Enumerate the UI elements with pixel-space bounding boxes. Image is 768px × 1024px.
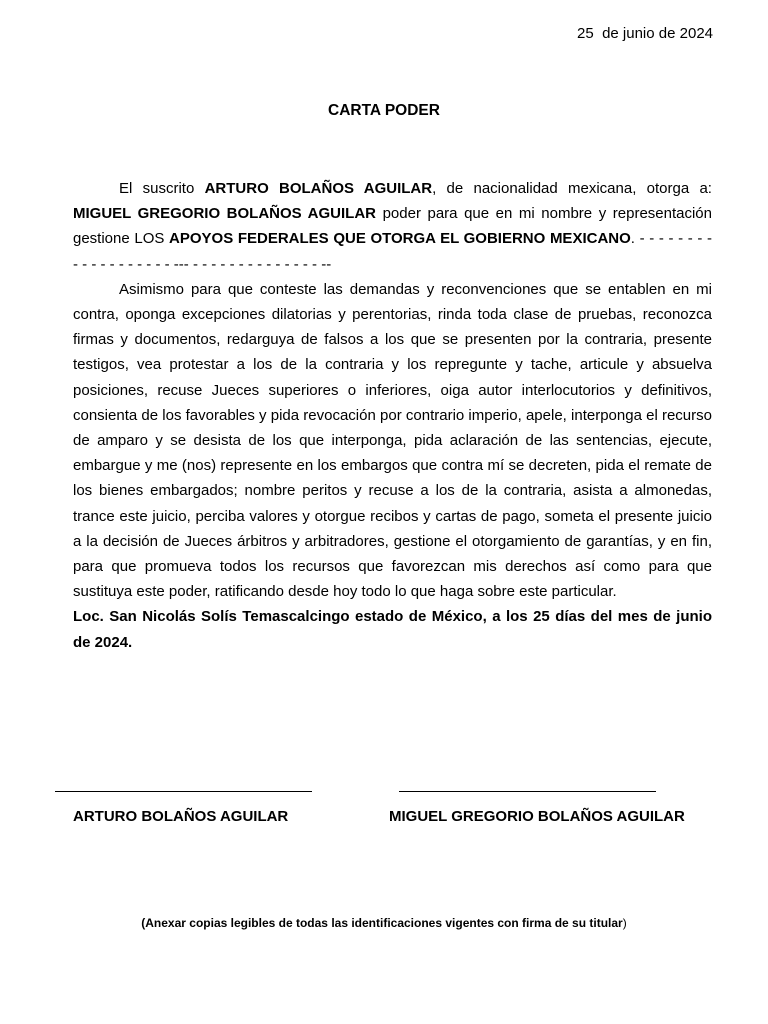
location-date-line: Loc. San Nicolás Solís Temascalcingo estado de México, a los 25 días del mes de junio de 2024. xyxy=(73,608,712,651)
grantee-name: MIGUEL GREGORIO BOLAÑOS AGUILAR xyxy=(73,205,377,223)
footnote-close-paren: ) xyxy=(622,916,627,930)
grant-text-4: . - - - - - - - - - - - - - - - - - - - --- - - - - - - - - - - - - - - -- xyxy=(73,230,713,273)
grantor-name: ARTURO BOLAÑOS AGUILAR xyxy=(204,180,433,197)
grant-paragraph xyxy=(73,176,712,277)
grant-text-2: , de nacionalidad mexicana, otorga a: xyxy=(432,180,712,197)
footnote-text: Anexar copias legibles de todas las identificaciones vigentes con firma de su titular xyxy=(145,916,623,930)
document-title: CARTA PODER xyxy=(328,102,440,119)
footnote xyxy=(0,916,768,930)
signature-line-right xyxy=(399,791,656,792)
footnote-open-paren: ( xyxy=(141,916,146,930)
document-date: 25 de junio de 2024 xyxy=(577,25,713,42)
signature-name-left: ARTURO BOLAÑOS AGUILAR xyxy=(73,808,289,825)
signature-line-left xyxy=(55,791,312,792)
grant-subject: APOYOS FEDERALES QUE OTORGA EL GOBIERNO MEXICANO xyxy=(169,230,631,248)
signature-name-right: MIGUEL GREGORIO BOLAÑOS AGUILAR xyxy=(389,808,685,825)
grant-text-3: poder para que en mi nombre y representación gestione LOS xyxy=(73,205,712,248)
grant-text-1: El suscrito xyxy=(119,180,205,197)
powers-paragraph: Asimismo para que conteste las demandas y reconvenciones que se entablen en mi contra, oponga excepciones dilatorias y perentorias, rinda toda clase de pruebas, reconozca firmas y documentos, redarguya de falsos a los que se presenten por la contraria, presente testigos, vea protestar a los de la contraria y los repregunte y tache, articule y absuelva posiciones, recuse Jueces superiores o inferiores, oiga autor interlocutorios y definitivos, consienta de los favorables y pida revocación por contrario imperio, apele, interponga el recurso de amparo y se desista de los que interponga, pida aclaración de las sentencias, ejecute, embargue y me (nos) represente en los embargos que contra mí se decreten, pida el remate de los bienes embargados; nombre peritos y recuse a los de la contraria, asista a almonedas, trance este juicio, perciba valores y otorgue recibos y cartas de pago, someta el presente juicio a la decisión de Jueces árbitros y arbitradores, gestione el otorgamiento de garantías, y en fin, para que promueva todos los recursos que favorezcan mis derechos así como para que sustituya este poder, ratificando desde hoy todo lo que haga sobre este particular. xyxy=(73,280,712,601)
document-body xyxy=(73,176,712,655)
